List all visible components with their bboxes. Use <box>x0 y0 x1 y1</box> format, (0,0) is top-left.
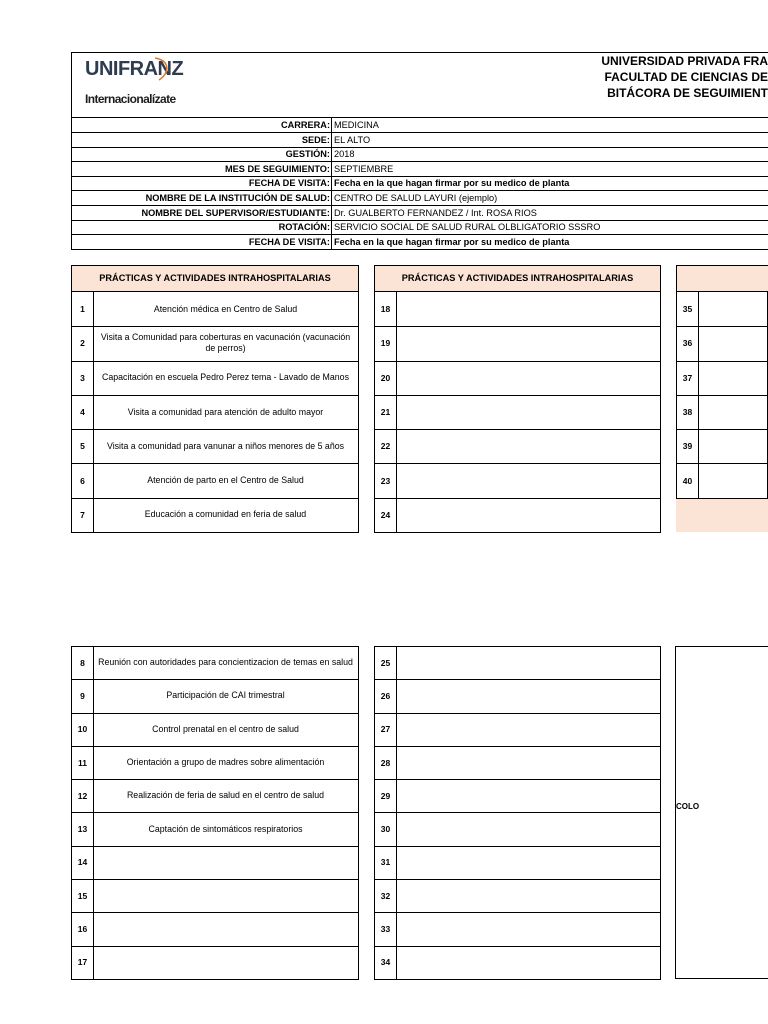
table-row <box>71 498 359 533</box>
row-number: 17 <box>72 946 94 979</box>
info-label: NOMBRE DEL SUPERVISOR/ESTUDIANTE: <box>141 207 330 218</box>
activity-cell[interactable] <box>396 746 660 779</box>
activity-cell[interactable]: Capacitación en escuela Pedro Perez tema - Lavado de Manos <box>102 372 349 383</box>
row-number: 35 <box>677 292 699 326</box>
activity-cell[interactable] <box>396 498 660 532</box>
row-number: 27 <box>375 713 397 746</box>
info-label: SEDE: <box>301 134 330 145</box>
activity-cell[interactable] <box>396 846 660 879</box>
row-number: 24 <box>375 498 397 532</box>
row-number: 34 <box>375 946 397 979</box>
table-row <box>71 912 359 946</box>
table-row <box>374 361 661 396</box>
activity-cell[interactable] <box>396 912 660 945</box>
unifranz-logo <box>85 56 185 108</box>
row-number: 5 <box>72 429 94 463</box>
activity-cell[interactable] <box>396 395 660 429</box>
row-number: 9 <box>72 679 94 712</box>
activity-cell[interactable]: Realización de feria de salud en el centro de salud <box>126 790 325 801</box>
row-number: 14 <box>72 846 94 879</box>
activity-cell[interactable] <box>698 292 767 326</box>
row-number: 13 <box>72 813 94 846</box>
table-row <box>71 779 359 813</box>
info-value: Fecha en la que hagan firmar por su medico de planta <box>331 235 768 249</box>
info-label: NOMBRE DE LA INSTITUCIÓN DE SALUD: <box>145 193 330 203</box>
info-value: SEPTIEMBRE <box>331 162 768 176</box>
table-row <box>71 429 359 464</box>
activity-cell[interactable] <box>396 713 660 746</box>
activity-cell[interactable] <box>396 326 660 360</box>
activity-cell[interactable] <box>93 879 358 912</box>
activity-cell[interactable] <box>396 946 660 979</box>
university-title: UNIVERSIDAD PRIVADA FRA <box>601 54 768 68</box>
info-label: CARRERA: <box>281 120 330 130</box>
table-row <box>374 646 661 680</box>
row-number: 37 <box>677 361 699 395</box>
activity-cell[interactable]: Participación de CAI trimestral <box>166 690 285 701</box>
row-number: 1 <box>72 292 94 326</box>
table-row <box>374 679 661 713</box>
row-number: 26 <box>375 679 397 712</box>
table-heading-right <box>676 265 768 292</box>
row-number: 28 <box>375 746 397 779</box>
info-label: ROTACIÓN: <box>278 222 330 233</box>
logbook-title: BITÁCORA DE SEGUIMIENT <box>607 86 768 100</box>
activity-cell[interactable] <box>396 646 660 679</box>
table-row <box>374 395 661 430</box>
info-value: Dr. GUALBERTO FERNANDEZ / Int. ROSA RIOS <box>331 206 768 220</box>
activity-cell[interactable]: Educación a comunidad en feria de salud <box>144 509 307 520</box>
table-row <box>374 946 661 980</box>
table-row <box>374 813 661 847</box>
info-value: EL ALTO <box>331 133 768 147</box>
info-label: FECHA DE VISITA: <box>248 178 330 189</box>
row-number: 30 <box>375 813 397 846</box>
row-number: 22 <box>375 429 397 463</box>
row-number: 36 <box>677 326 699 360</box>
activity-cell[interactable]: Atención médica en Centro de Salud <box>153 303 298 314</box>
table-row <box>374 326 661 361</box>
row-number: 38 <box>677 395 699 429</box>
row-number: 3 <box>72 361 94 395</box>
activity-cell[interactable]: Visita a comunidad para vanunar a niños menores de 5 años <box>106 440 345 451</box>
table-row <box>374 912 661 946</box>
right-column-filler <box>676 499 768 532</box>
info-row <box>71 176 768 191</box>
table-row <box>71 395 359 430</box>
table-row <box>676 326 768 361</box>
activity-cell[interactable] <box>396 779 660 812</box>
row-number: 21 <box>375 395 397 429</box>
activity-cell[interactable]: Captación de sintomáticos respiratorios <box>148 823 303 834</box>
activity-cell[interactable] <box>396 813 660 846</box>
table-row <box>374 713 661 747</box>
table-row <box>71 361 359 396</box>
activity-cell[interactable]: Orientación a grupo de madres sobre alimentación <box>126 757 325 768</box>
info-row <box>71 191 768 206</box>
table-row <box>374 779 661 813</box>
table-row <box>71 846 359 880</box>
activity-cell[interactable] <box>698 464 767 498</box>
row-number: 19 <box>375 326 397 360</box>
activity-cell[interactable]: Control prenatal en el centro de salud <box>152 723 299 734</box>
info-value: 2018 <box>331 147 768 161</box>
table-row <box>676 292 768 327</box>
table-row <box>676 464 768 499</box>
activity-cell[interactable] <box>698 395 767 429</box>
side-panel-label: COLO <box>676 802 700 811</box>
info-row <box>71 133 768 148</box>
table-heading-left: PRÁCTICAS Y ACTIVIDADES INTRAHOSPITALARIAS <box>71 265 359 292</box>
row-number: 8 <box>72 646 94 679</box>
activity-cell[interactable] <box>93 912 358 945</box>
activity-cell[interactable] <box>396 292 660 326</box>
row-number: 20 <box>375 361 397 395</box>
info-value: Fecha en la que hagan firmar por su medico de planta <box>331 176 768 190</box>
row-number: 16 <box>72 912 94 945</box>
row-number: 29 <box>375 779 397 812</box>
table-row <box>374 464 661 499</box>
activity-cell[interactable] <box>93 846 358 879</box>
table-row <box>374 292 661 327</box>
activity-cell[interactable] <box>698 326 767 360</box>
table-row <box>71 292 359 327</box>
info-row <box>71 118 768 133</box>
activity-cell[interactable] <box>396 361 660 395</box>
info-row <box>71 206 768 221</box>
table-row <box>71 879 359 913</box>
row-number: 2 <box>72 326 94 360</box>
table-row <box>374 498 661 533</box>
row-number: 25 <box>375 646 397 679</box>
activity-cell[interactable] <box>698 361 767 395</box>
activity-cell[interactable]: Visita a Comunidad para coberturas en vacunación (vacunación de perros) <box>100 332 351 354</box>
row-number: 32 <box>375 879 397 912</box>
table-row <box>676 429 768 464</box>
table-top-border <box>71 646 359 647</box>
row-number: 15 <box>72 879 94 912</box>
table-row <box>71 813 359 847</box>
row-number: 7 <box>72 498 94 532</box>
row-number: 10 <box>72 713 94 746</box>
activity-cell[interactable]: Atención de parto en el Centro de Salud <box>147 475 304 486</box>
row-number: 39 <box>677 429 699 463</box>
activity-cell[interactable]: Visita a comunidad para atención de adulto mayor <box>127 406 324 417</box>
row-number: 18 <box>375 292 397 326</box>
table-row <box>71 713 359 747</box>
activity-cell[interactable] <box>396 429 660 463</box>
table-row <box>374 429 661 464</box>
row-number: 31 <box>375 846 397 879</box>
info-row <box>71 147 768 162</box>
activity-cell[interactable] <box>396 464 660 498</box>
activity-cell[interactable]: Reunión con autoridades para concientizacion de temas en salud <box>98 657 353 668</box>
table-row <box>374 746 661 780</box>
table-row <box>71 679 359 713</box>
table-row <box>374 846 661 880</box>
info-label: FECHA DE VISITA: <box>248 236 330 247</box>
table-top-border <box>374 646 661 647</box>
activity-cell[interactable] <box>396 679 660 712</box>
table-heading-middle: PRÁCTICAS Y ACTIVIDADES INTRAHOSPITALARIAS <box>374 265 661 292</box>
table-row <box>676 361 768 396</box>
table-row <box>71 646 359 680</box>
side-panel <box>675 646 768 979</box>
table-row <box>676 395 768 430</box>
table-row <box>374 879 661 913</box>
row-number: 33 <box>375 912 397 945</box>
table-row <box>71 464 359 499</box>
info-value: SERVICIO SOCIAL DE SALUD RURAL OLBLIGATORIO SSSRO <box>331 220 768 234</box>
row-number: 6 <box>72 464 94 498</box>
info-value: MEDICINA <box>331 118 768 132</box>
faculty-title: FACULTAD DE CIENCIAS DE <box>604 70 768 84</box>
info-row <box>71 162 768 177</box>
logo-swoosh-icon <box>153 56 173 82</box>
row-number: 23 <box>375 464 397 498</box>
row-number: 4 <box>72 395 94 429</box>
info-label: GESTIÓN: <box>285 149 330 160</box>
activity-cell[interactable] <box>396 879 660 912</box>
info-row <box>71 235 768 250</box>
info-row <box>71 220 768 235</box>
row-number: 11 <box>72 746 94 779</box>
row-number: 12 <box>72 779 94 812</box>
table-row <box>71 746 359 780</box>
info-value: CENTRO DE SALUD LAYURI (ejemplo) <box>331 191 768 205</box>
logo-text: UNIFRANZ <box>85 58 184 80</box>
logo-tagline: Internacionalízate <box>85 92 176 106</box>
table-row <box>71 326 359 361</box>
row-number: 40 <box>677 464 699 498</box>
activity-cell[interactable] <box>698 429 767 463</box>
table-row <box>71 946 359 980</box>
info-label: MES DE SEGUIMIENTO: <box>225 163 330 174</box>
activity-cell[interactable] <box>93 946 358 979</box>
